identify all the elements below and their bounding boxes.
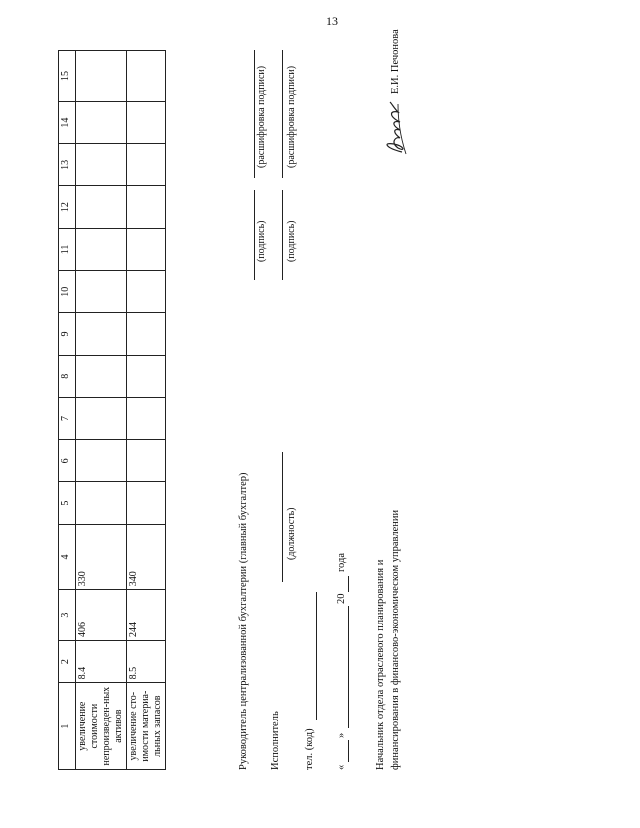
column-header: 12 (59, 186, 76, 228)
year-suffix: года (336, 553, 347, 572)
table-cell (76, 228, 127, 270)
table-cell (127, 101, 166, 143)
column-header: 5 (59, 482, 76, 524)
chief-title-line-1: Начальник отдела отраслевого планирования и (375, 559, 386, 770)
column-header: 15 (59, 51, 76, 102)
table-cell (127, 482, 166, 524)
table-cell: 340 (127, 524, 166, 590)
table-cell (76, 397, 127, 439)
budget-table (58, 50, 166, 770)
table-cell (127, 313, 166, 355)
table-cell (127, 144, 166, 186)
table-cell: увеличение стоимости непроизведен-ных активов (76, 683, 127, 770)
column-header: 3 (59, 590, 76, 641)
transcript-line (254, 50, 255, 178)
table-cell (76, 101, 127, 143)
signature-line (282, 190, 283, 280)
chief-name: Е.И. Печонова (390, 29, 401, 94)
transcript-caption: (расшифровка подписи) (286, 65, 297, 168)
date-open-quote: « (336, 764, 347, 770)
table-cell (76, 313, 127, 355)
table-cell (127, 228, 166, 270)
column-header: 13 (59, 144, 76, 186)
column-header: 4 (59, 524, 76, 590)
column-header: 9 (59, 313, 76, 355)
table-cell: 8.4 (76, 641, 127, 683)
table-row (127, 51, 166, 770)
page-number: 13 (326, 14, 338, 28)
phone-line (316, 592, 317, 720)
transcript-caption: (расшифровка подписи) (256, 65, 267, 168)
date-close-quote: » (336, 732, 347, 738)
executor-label: Исполнитель (270, 711, 281, 770)
table-cell: 244 (127, 590, 166, 641)
column-header: 1 (59, 683, 76, 770)
table-cell (76, 355, 127, 397)
table-cell (76, 144, 127, 186)
table-cell: 406 (76, 590, 127, 641)
table-row (76, 51, 127, 770)
position-line (282, 452, 283, 582)
position-caption: (должность) (286, 507, 297, 560)
day-line (348, 740, 349, 762)
chief-title-line-2: финансирования в финансово-экономическом управлении (390, 509, 401, 770)
table-cell: 8.5 (127, 641, 166, 683)
table-cell (76, 271, 127, 313)
table-cell (127, 440, 166, 482)
month-line (348, 606, 349, 728)
table-cell (76, 440, 127, 482)
column-header: 6 (59, 440, 76, 482)
column-header: 7 (59, 397, 76, 439)
year-line (348, 576, 349, 592)
column-header: 2 (59, 641, 76, 683)
table-cell (127, 186, 166, 228)
column-header: 10 (59, 271, 76, 313)
signature-line (254, 190, 255, 280)
table-cell (127, 355, 166, 397)
table-cell (127, 271, 166, 313)
column-header: 11 (59, 228, 76, 270)
column-header: 14 (59, 101, 76, 143)
table-cell: 330 (76, 524, 127, 590)
signature-caption: (подпись) (256, 220, 267, 262)
signature-caption: (подпись) (286, 220, 297, 262)
phone-label: тел. (код) (304, 728, 315, 770)
head-accountant-label: Руководитель централизованной бухгалтерии (главный бухгалтер) (238, 472, 249, 770)
column-header: 8 (59, 355, 76, 397)
transcript-line (282, 50, 283, 178)
table-header-row (59, 51, 76, 770)
table-cell (76, 51, 127, 102)
handwritten-signature (376, 100, 410, 156)
year-prefix: 20 (336, 593, 347, 604)
table-cell (76, 186, 127, 228)
table-cell (76, 482, 127, 524)
table-cell: увеличение сто-имости материа-льных запасов (127, 683, 166, 770)
table-cell (127, 51, 166, 102)
table-cell (127, 397, 166, 439)
